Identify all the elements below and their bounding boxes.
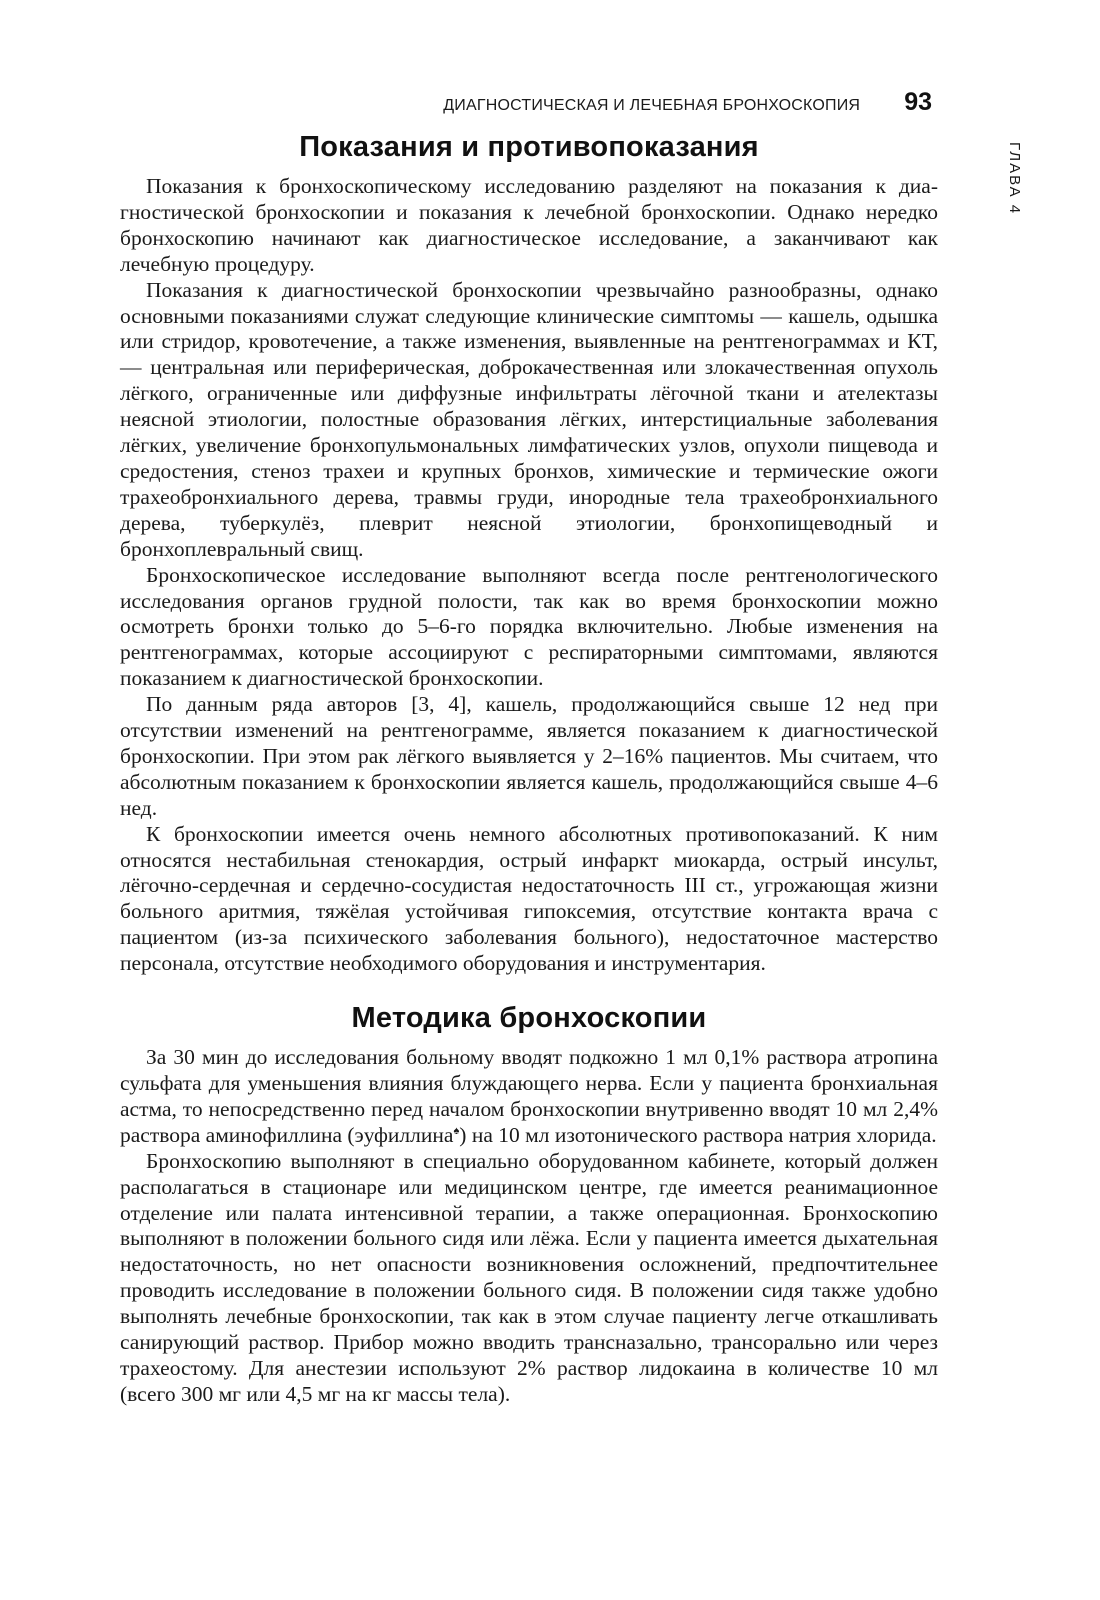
section-heading-indications: Показания и противопоказания (299, 131, 759, 163)
paragraph: Показания к бронхоскопическому исследованию разделяют на показания к диагностической бронхоскопии и показания к лечебной бронхоскопии. Однако нередко бронхоскопию начинают как диагностическое исследование, а заканчивают как лечебную процедуру. (120, 174, 938, 276)
paragraph: По данным ряда авторов [3, 4], кашель, продолжающийся свыше 12 нед при отсутствии изменений на рентгенограмме, является показанием к диагностической бронхоскопии. При этом рак лёгкого выявляется у 2–16% пациентов. Мы считаем, что абсолютным показанием к бронхоскопии является кашель, продолжающийся свыше 4–6 нед. (120, 692, 938, 820)
page-body (120, 128, 938, 1408)
paragraph: Бронхоскопическое исследование выполняют всегда после рентгенологического исследования органов грудной полости, так как во время бронхоскопии можно осмотреть бронхи только до 5–6-го порядка включительно. Любые изменения на рентгенограммах, которые ассоциируют с респираторными симптомами, являются показанием к диагностической бронхоскопии. (120, 562, 938, 691)
paragraph: К бронхоскопии имеется очень немного абсолютных противопоказаний. К ним относятся нестабильная стенокардия, острый инфаркт миокарда, острый инсульт, лёгочно-сердечная и сердечно-сосудистая недостаточность III ст., угрожающая жизни больного аритмия, тяжёлая устойчивая гипоксемия, отсутствие контакта врача с пациентом (из-за психического заболевания больного), недостаточное мастерство персонала, отсутствие необходимого оборудования и инструментария. (120, 821, 938, 976)
page-number: 93 (904, 88, 932, 116)
paragraph-text: За 30 мин до исследования больному вводят подкожно 1 мл 0,1% раствора атропина сульфата для уменьшения влияния блуждающего нерва. Если у пациента бронхиальная астма, то непосредственно перед началом бронхоскопии внутривенно вводят 10 мл 2,4% раствора аминофиллина (эуфиллина (120, 1045, 938, 1147)
paragraph-with-mark (120, 1045, 938, 1149)
running-header (443, 88, 932, 117)
paragraph: Показания к диагностической бронхоскопии чрезвычайно разнообразны, однако основными показаниями служат следующие клинические симптомы — кашель, одышка или стридор, кровотечение, а также изменения, выявленные на рентгенограммах и КТ, — центральная или периферическая, доброкачественная или злокачественная опухоль лёгкого, ограниченные или диффузные инфильтраты лёгочной ткани и ателектазы неясной этиологии, полостные образования лёгких, интерстициальные заболевания лёгких, увеличение бронхопульмональных лимфатических узлов, опухоли пищевода и средостения, стеноз трахеи и крупных бронхов, химические и термические ожоги трахеобронхиального дерева, травмы груди, инородные тела трахеобронхиального дерева, туберкулёз, плеврит неясной этиологии, бронхопищеводный и бронхоплевральный свищ. (120, 277, 938, 561)
section-heading-methodology: Методика бронхоскопии (351, 1002, 707, 1035)
paragraph-text: ) на 10 мл изотонического раствора натрия хлорида. (459, 1122, 937, 1147)
running-title: ДИАГНОСТИЧЕСКАЯ И ЛЕЧЕБНАЯ БРОНХОСКОПИЯ (443, 97, 861, 114)
paragraph: Бронхоскопию выполняют в специально оборудованном кабинете, который должен располагаться в стационаре или медицинском центре, где имеется реанимационное отделение или палата интенсивной терапии, а также операционная. Бронхоскопию выполняют в положении больного сидя или лёжа. Если у пациента имеется дыхательная недостаточность, но нет опасности возникновения осложнений, предпочтительнее проводить исследование в положении больного сидя. В положении сидя также удобно выполнять лечебные бронхоскопии, так как в этом случае пациенту легче откашливать санирующий раствор. Прибор можно вводить трансназально, трансорально или через трахеостому. Для анестезии используют 2% раствор лидокаина в количестве 10 мл (всего 300 мг или 4,5 мг на кг массы тела). (120, 1148, 938, 1406)
chapter-tab: ГЛАВА 4 (1006, 142, 1023, 216)
trademark-mark: ♠ (453, 1124, 460, 1137)
